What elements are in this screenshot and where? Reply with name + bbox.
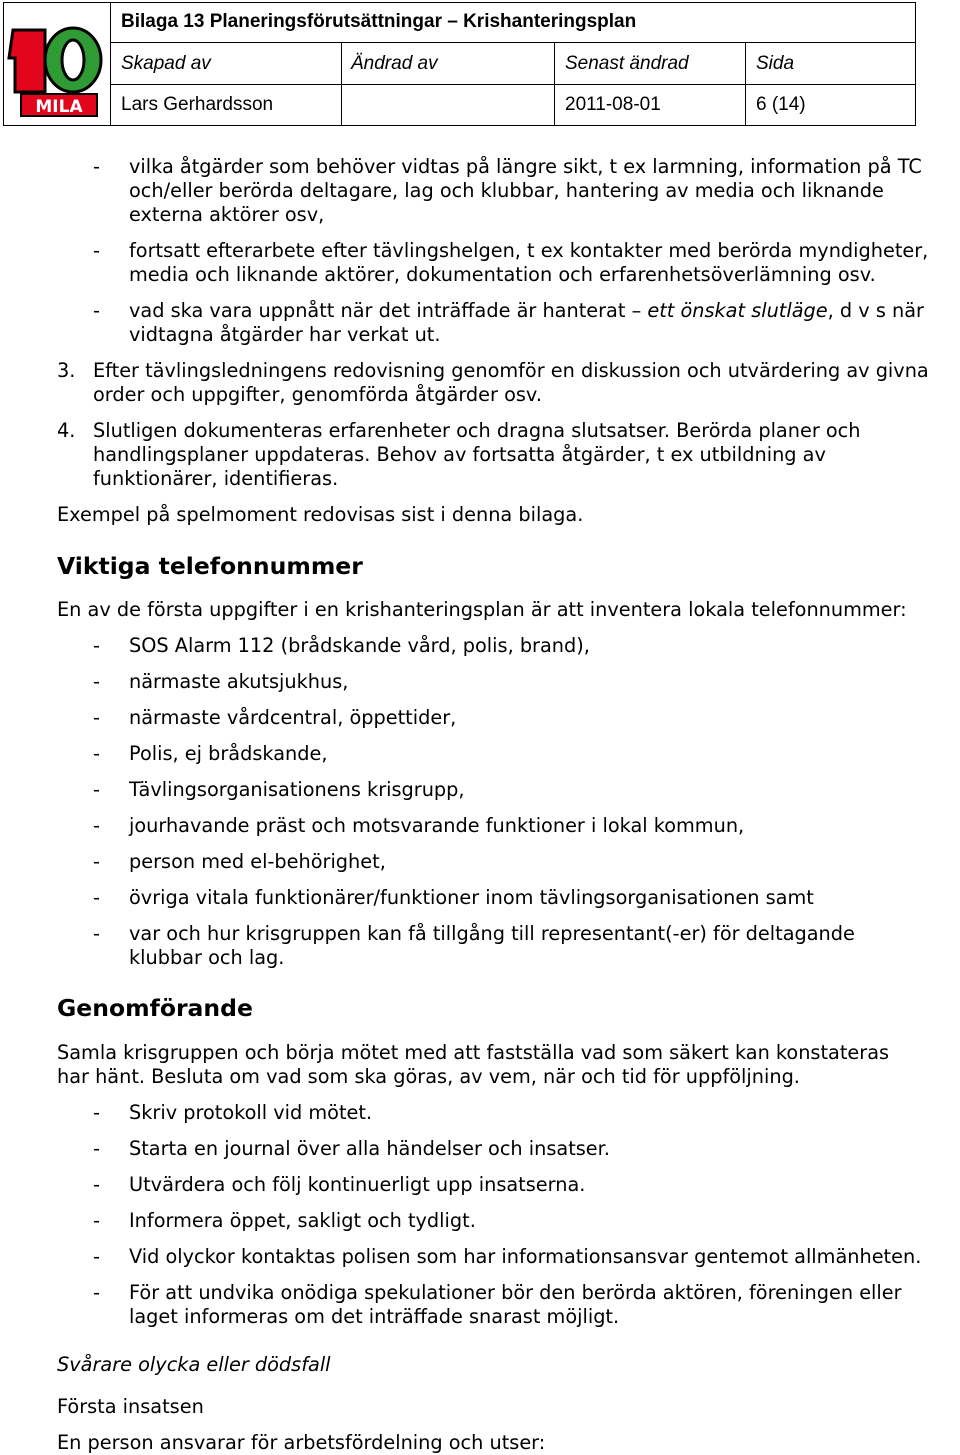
examples-note: Exempel på spelmoment redovisas sist i denna bilaga. bbox=[57, 503, 584, 526]
section-intro: En av de första uppgifter i en krishanteringsplan är att inventera lokala telefonnummer: bbox=[57, 598, 907, 621]
execution-list-item: Starta en journal över alla händelser och insatser. bbox=[129, 1137, 610, 1160]
last-changed-value: 2011-08-01 bbox=[565, 94, 661, 115]
list-item-line: och/eller berörda deltagare, lag och klubbar, hantering av media och liknande bbox=[129, 179, 884, 202]
section-intro: har hänt. Besluta om vad som ska göras, av vem, när och tid för uppföljning. bbox=[57, 1065, 800, 1088]
phone-list-item: övriga vitala funktionärer/funktioner inom tävlingsorganisationen samt bbox=[129, 886, 814, 909]
page-number: 6 (14) bbox=[756, 94, 806, 115]
changed-by-label: Ändrad av bbox=[351, 53, 438, 74]
list-number: 4. bbox=[57, 419, 76, 442]
list-bullet: - bbox=[93, 155, 100, 178]
list-item-line: vilka åtgärder som behöver vidtas på längre sikt, t ex larmning, information på TC bbox=[129, 155, 922, 178]
header-divider bbox=[110, 42, 916, 43]
list-item-line: vidtagna åtgärder har verkat ut. bbox=[129, 323, 441, 346]
execution-list-item: Vid olyckor kontaktas polisen som har informationsansvar gentemot allmänheten. bbox=[129, 1245, 922, 1268]
execution-list-item: Utvärdera och följ kontinuerligt upp insatserna. bbox=[129, 1173, 586, 1196]
subsection-heading: Svårare olycka eller dödsfall bbox=[57, 1353, 331, 1376]
list-item-line: media och liknande aktörer, dokumentation och erfarenhetsöverlämning osv. bbox=[129, 263, 876, 286]
list-bullet: - bbox=[93, 706, 100, 729]
header-divider bbox=[745, 42, 746, 126]
paragraph: Första insatsen bbox=[57, 1395, 204, 1418]
numbered-item-line: Slutligen dokumenteras erfarenheter och dragna slutsatser. Berörda planer och bbox=[93, 419, 861, 442]
section-intro: Samla krisgruppen och börja mötet med att fastställa vad som säkert kan konstateras bbox=[57, 1041, 890, 1064]
phone-list-item: Tävlingsorganisationens krisgrupp, bbox=[129, 778, 465, 801]
list-item-line: externa aktörer osv, bbox=[129, 203, 325, 226]
list-bullet: - bbox=[93, 1281, 100, 1304]
text-run: vad ska vara uppnått när det inträffade är hanterat – bbox=[129, 299, 648, 322]
numbered-item-line: funktionärer, identifieras. bbox=[93, 467, 339, 490]
header-divider bbox=[110, 2, 111, 126]
section-heading: Genomförande bbox=[57, 994, 253, 1022]
phone-list-item: klubbar och lag. bbox=[129, 946, 285, 969]
list-bullet: - bbox=[93, 670, 100, 693]
list-number: 3. bbox=[57, 359, 76, 382]
list-bullet: - bbox=[93, 1173, 100, 1196]
italic-phrase: ett önskat slutläge bbox=[647, 299, 828, 322]
list-bullet: - bbox=[93, 922, 100, 945]
page-label: Sida bbox=[756, 53, 795, 74]
10mila-logo-icon bbox=[5, 22, 105, 120]
numbered-item-line: order och uppgifter, genomförda åtgärder osv. bbox=[93, 383, 542, 406]
numbered-item-line: handlingsplaner uppdateras. Behov av fortsatta åtgärder, t ex utbildning av bbox=[93, 443, 826, 466]
list-bullet: - bbox=[93, 850, 100, 873]
section-heading: Viktiga telefonnummer bbox=[57, 552, 363, 580]
execution-list-item: För att undvika onödiga spekulationer bör den berörda aktören, föreningen eller bbox=[129, 1281, 902, 1304]
list-bullet: - bbox=[93, 1209, 100, 1232]
numbered-item-line: Efter tävlingsledningens redovisning genomför en diskussion och utvärdering av givna bbox=[93, 359, 929, 382]
list-bullet: - bbox=[93, 634, 100, 657]
header-divider bbox=[554, 42, 555, 126]
list-item-line: fortsatt efterarbete efter tävlingshelgen, t ex kontakter med berörda myndigheter, bbox=[129, 239, 929, 262]
list-bullet: - bbox=[93, 886, 100, 909]
text-run: , d v s när bbox=[827, 299, 924, 322]
header-divider bbox=[110, 84, 916, 85]
phone-list-item: närmaste akutsjukhus, bbox=[129, 670, 349, 693]
paragraph: En person ansvarar för arbetsfördelning och utser: bbox=[57, 1431, 546, 1454]
list-item-line bbox=[129, 299, 924, 323]
phone-list-item: var och hur krisgruppen kan få tillgång till representant(-er) för deltagande bbox=[129, 922, 855, 945]
list-bullet: - bbox=[93, 239, 100, 262]
document-header bbox=[3, 2, 916, 126]
header-divider bbox=[341, 42, 342, 126]
execution-list-item: Skriv protokoll vid mötet. bbox=[129, 1101, 373, 1124]
execution-list-item: laget informeras om det inträffade snarast möjligt. bbox=[129, 1305, 620, 1328]
phone-list-item: Polis, ej brådskande, bbox=[129, 742, 328, 765]
list-bullet: - bbox=[93, 1101, 100, 1124]
list-bullet: - bbox=[93, 814, 100, 837]
phone-list-item: jourhavande präst och motsvarande funktioner i lokal kommun, bbox=[129, 814, 745, 837]
phone-list-item: SOS Alarm 112 (brådskande vård, polis, brand), bbox=[129, 634, 590, 657]
created-by-value: Lars Gerhardsson bbox=[121, 94, 274, 115]
phone-list-item: person med el-behörighet, bbox=[129, 850, 386, 873]
list-bullet: - bbox=[93, 742, 100, 765]
document-title: Bilaga 13 Planeringsförutsättningar – Krishanteringsplan bbox=[121, 11, 637, 32]
created-by-label: Skapad av bbox=[121, 53, 211, 74]
list-bullet: - bbox=[93, 1245, 100, 1268]
phone-list-item: närmaste vårdcentral, öppettider, bbox=[129, 706, 457, 729]
logo-word: MILA bbox=[35, 97, 83, 117]
list-bullet: - bbox=[93, 778, 100, 801]
list-bullet: - bbox=[93, 299, 100, 322]
last-changed-label: Senast ändrad bbox=[565, 53, 689, 74]
execution-list-item: Informera öppet, sakligt och tydligt. bbox=[129, 1209, 476, 1232]
list-bullet: - bbox=[93, 1137, 100, 1160]
